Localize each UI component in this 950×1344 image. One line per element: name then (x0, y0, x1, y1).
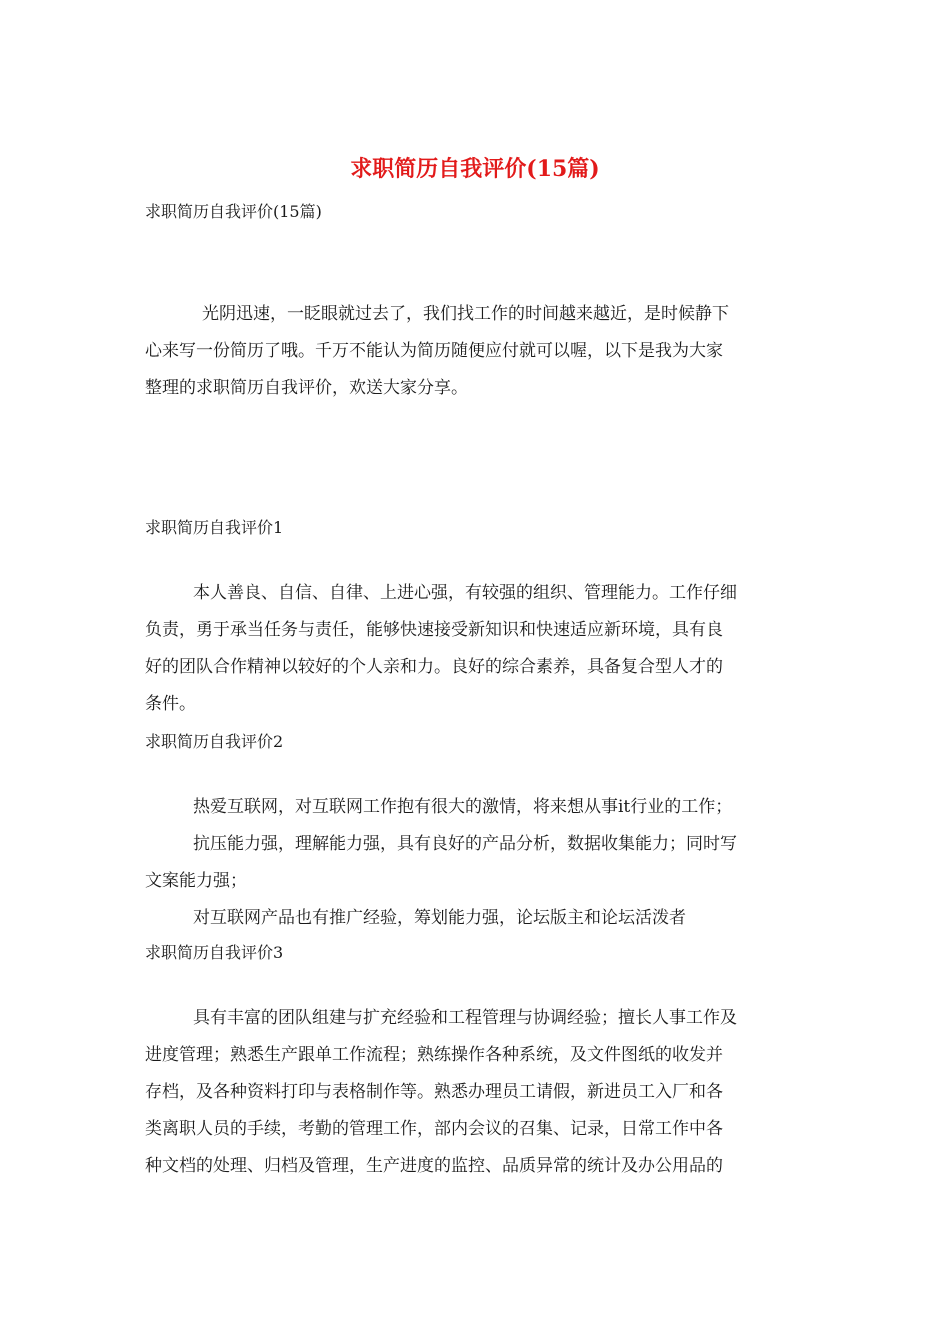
body-line: 文案能力强； (145, 871, 247, 891)
body-line: 存档，及各种资料打印与表格制作等。熟悉办理员工请假，新进员工入厂和各 (145, 1082, 723, 1102)
intro-line: 心来写一份简历了哦。千万不能认为简历随便应付就可以喔，以下是我为大家 (145, 341, 723, 361)
section-body-3 (145, 1000, 810, 1185)
body-line: 对互联网产品也有推广经验，筹划能力强，论坛版主和论坛活泼者 (193, 908, 686, 928)
document-title: 求职简历自我评价(15篇) (350, 156, 600, 182)
body-line: 进度管理；熟悉生产跟单工作流程；熟练操作各种系统，及文件图纸的收发并 (145, 1045, 723, 1065)
body-line: 种文档的处理、归档及管理，生产进度的监控、品质异常的统计及办公用品的 (145, 1156, 723, 1176)
section-heading-3: 求职简历自我评价3 (145, 943, 284, 962)
intro-paragraph (145, 296, 810, 407)
body-line: 类离职人员的手续，考勤的管理工作，部内会议的召集、记录，日常工作中各 (145, 1119, 723, 1139)
body-line: 本人善良、自信、自律、上进心强，有较强的组织、管理能力。工作仔细 (193, 583, 737, 603)
document-subtitle: 求职简历自我评价(15篇) (145, 202, 322, 221)
body-line: 具有丰富的团队组建与扩充经验和工程管理与协调经验；擅长人事工作及 (193, 1008, 737, 1028)
section-body-2 (145, 789, 810, 937)
section-heading-2: 求职简历自我评价2 (145, 732, 284, 751)
body-line: 负责，勇于承当任务与责任，能够快速接受新知识和快速适应新环境，具有良 (145, 620, 723, 640)
section-heading-1: 求职简历自我评价1 (145, 518, 284, 537)
section-body-1 (145, 575, 810, 723)
intro-line: 光阴迅速，一眨眼就过去了，我们找工作的时间越来越近，是时候静下 (202, 304, 729, 324)
body-line: 好的团队合作精神以较好的个人亲和力。良好的综合素养，具备复合型人才的 (145, 657, 723, 677)
intro-line: 整理的求职简历自我评价，欢送大家分享。 (145, 378, 468, 398)
body-line: 抗压能力强，理解能力强，具有良好的产品分析，数据收集能力；同时写 (193, 834, 737, 854)
body-line: 热爱互联网，对互联网工作抱有很大的激情，将来想从事it行业的工作； (193, 797, 733, 817)
body-line: 条件。 (145, 694, 196, 714)
